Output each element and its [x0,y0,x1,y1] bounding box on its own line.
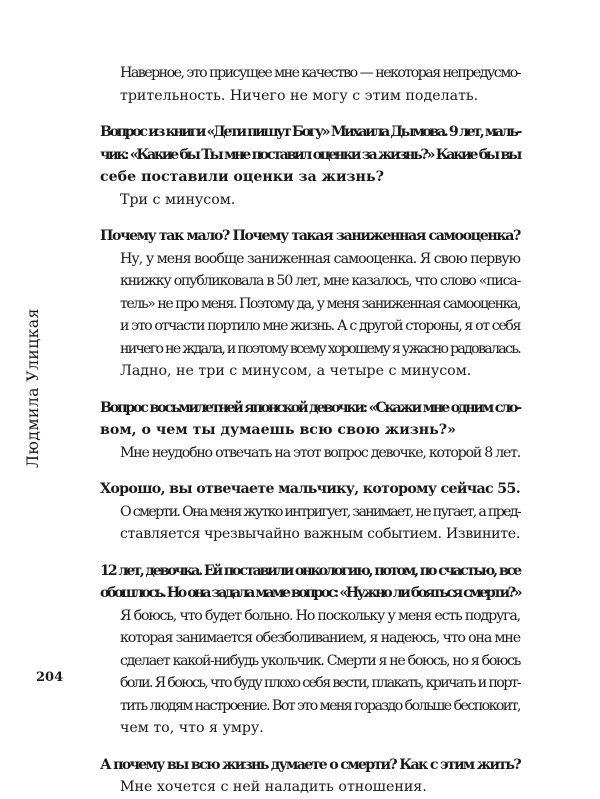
text-line: ничего не ждала, и поэтому всему хорошему я ужасно радовалась. [120,340,521,357]
paragraph-gap [100,546,520,560]
text-line: Ну, у меня вообще заниженная самооценка. Я свою первую [120,250,520,267]
text-line: О смерти. Она меня жутко интригует, занимает, не пугает, а пред- [120,503,521,520]
question-paragraph [100,754,520,777]
text-line: Я боюсь, что будет больно. Но поскольку у меня есть подруга, [120,607,520,624]
paragraph-gap [100,211,520,225]
text-body [100,62,520,799]
question-paragraph [100,225,520,248]
text-line: А почему вы всю жизнь думаете о смерти? Как с этим жить? [100,756,520,773]
text-line: себе поставили оценки за жизнь? [100,169,384,185]
text-line: книжку опубликовала в 50 лет, мне казалось, что слово «писа- [120,273,521,289]
question-paragraph [100,560,520,605]
text-line: трительность. Ничего не могу с этим поделать. [120,87,479,104]
paragraph-gap [100,383,520,397]
answer-paragraph [100,189,520,212]
text-line: Ладно, не три с минусом, а четыре с минусом. [120,363,472,379]
answer-paragraph [100,605,520,740]
text-line: Почему так мало? Почему такая заниженная самооценка? [100,228,520,244]
answer-paragraph [100,248,520,383]
text-line: Три с минусом. [120,191,236,208]
text-line: Вопрос из книги «Дети пишут Богу» Михаила Дымова. 9 лет, маль- [100,124,520,140]
question-paragraph [100,478,520,501]
question-paragraph [100,121,520,189]
text-line: чем то, что я умру. [120,720,264,736]
paragraph-gap [100,464,520,478]
text-line: Хорошо, вы отвечаете мальчику, которому сейчас 55. [100,481,520,497]
paragraph-gap [100,740,520,754]
text-line: которая занимается обезболиванием, я надеюсь, что она мне [120,630,520,646]
page-number: 204 [36,670,64,685]
paragraph-gap [100,107,520,121]
text-line: Наверное, это присущее мне качество — некоторая непредусмо- [120,65,520,81]
answer-paragraph [100,776,520,799]
text-line: тель» не про меня. Поэтому да, у меня заниженная самооценка, [120,295,521,312]
text-line: боли. Я боюсь, что буду плохо себя вести, плакать, кричать и порт- [120,675,520,691]
text-line: 12 лет, девочка. Ей поставили онкологию, потом, по счастью, все [100,562,520,579]
text-line: чик: «Какие бы Ты мне поставил оценки за жизнь?» Какие бы вы [100,146,520,163]
answer-paragraph [100,501,520,546]
text-line: тить людям настроение. Вот это меня гораздо больше беспокоит, [120,697,520,714]
text-line: сделает какой-нибудь укольчик. Смерти я не боюсь, но я боюсь [120,652,521,669]
text-line: и это отчасти портило мне жизнь. А с другой стороны, я от себя [120,318,520,334]
text-line: ставляется чрезвычайно важным событием. Извините. [120,526,521,542]
running-head: Людмила Улицкая [24,308,42,468]
text-line: Мне хочется с ней наладить отношения. [120,779,427,795]
text-line: вом, о чем ты думаешь всю свою жизнь?» [100,422,456,438]
text-line: Мне неудобно отвечать на этот вопрос девочке, которой 8 лет. [120,444,521,461]
text-line: обошлось. Но она задала маме вопрос: «Нужно ли бояться смерти?» [100,585,521,601]
answer-paragraph [100,62,520,107]
answer-paragraph [100,442,520,465]
question-paragraph [100,397,520,442]
text-line: Вопрос восьмилетней японской девочки: «Скажи мне одним сло- [100,399,520,416]
